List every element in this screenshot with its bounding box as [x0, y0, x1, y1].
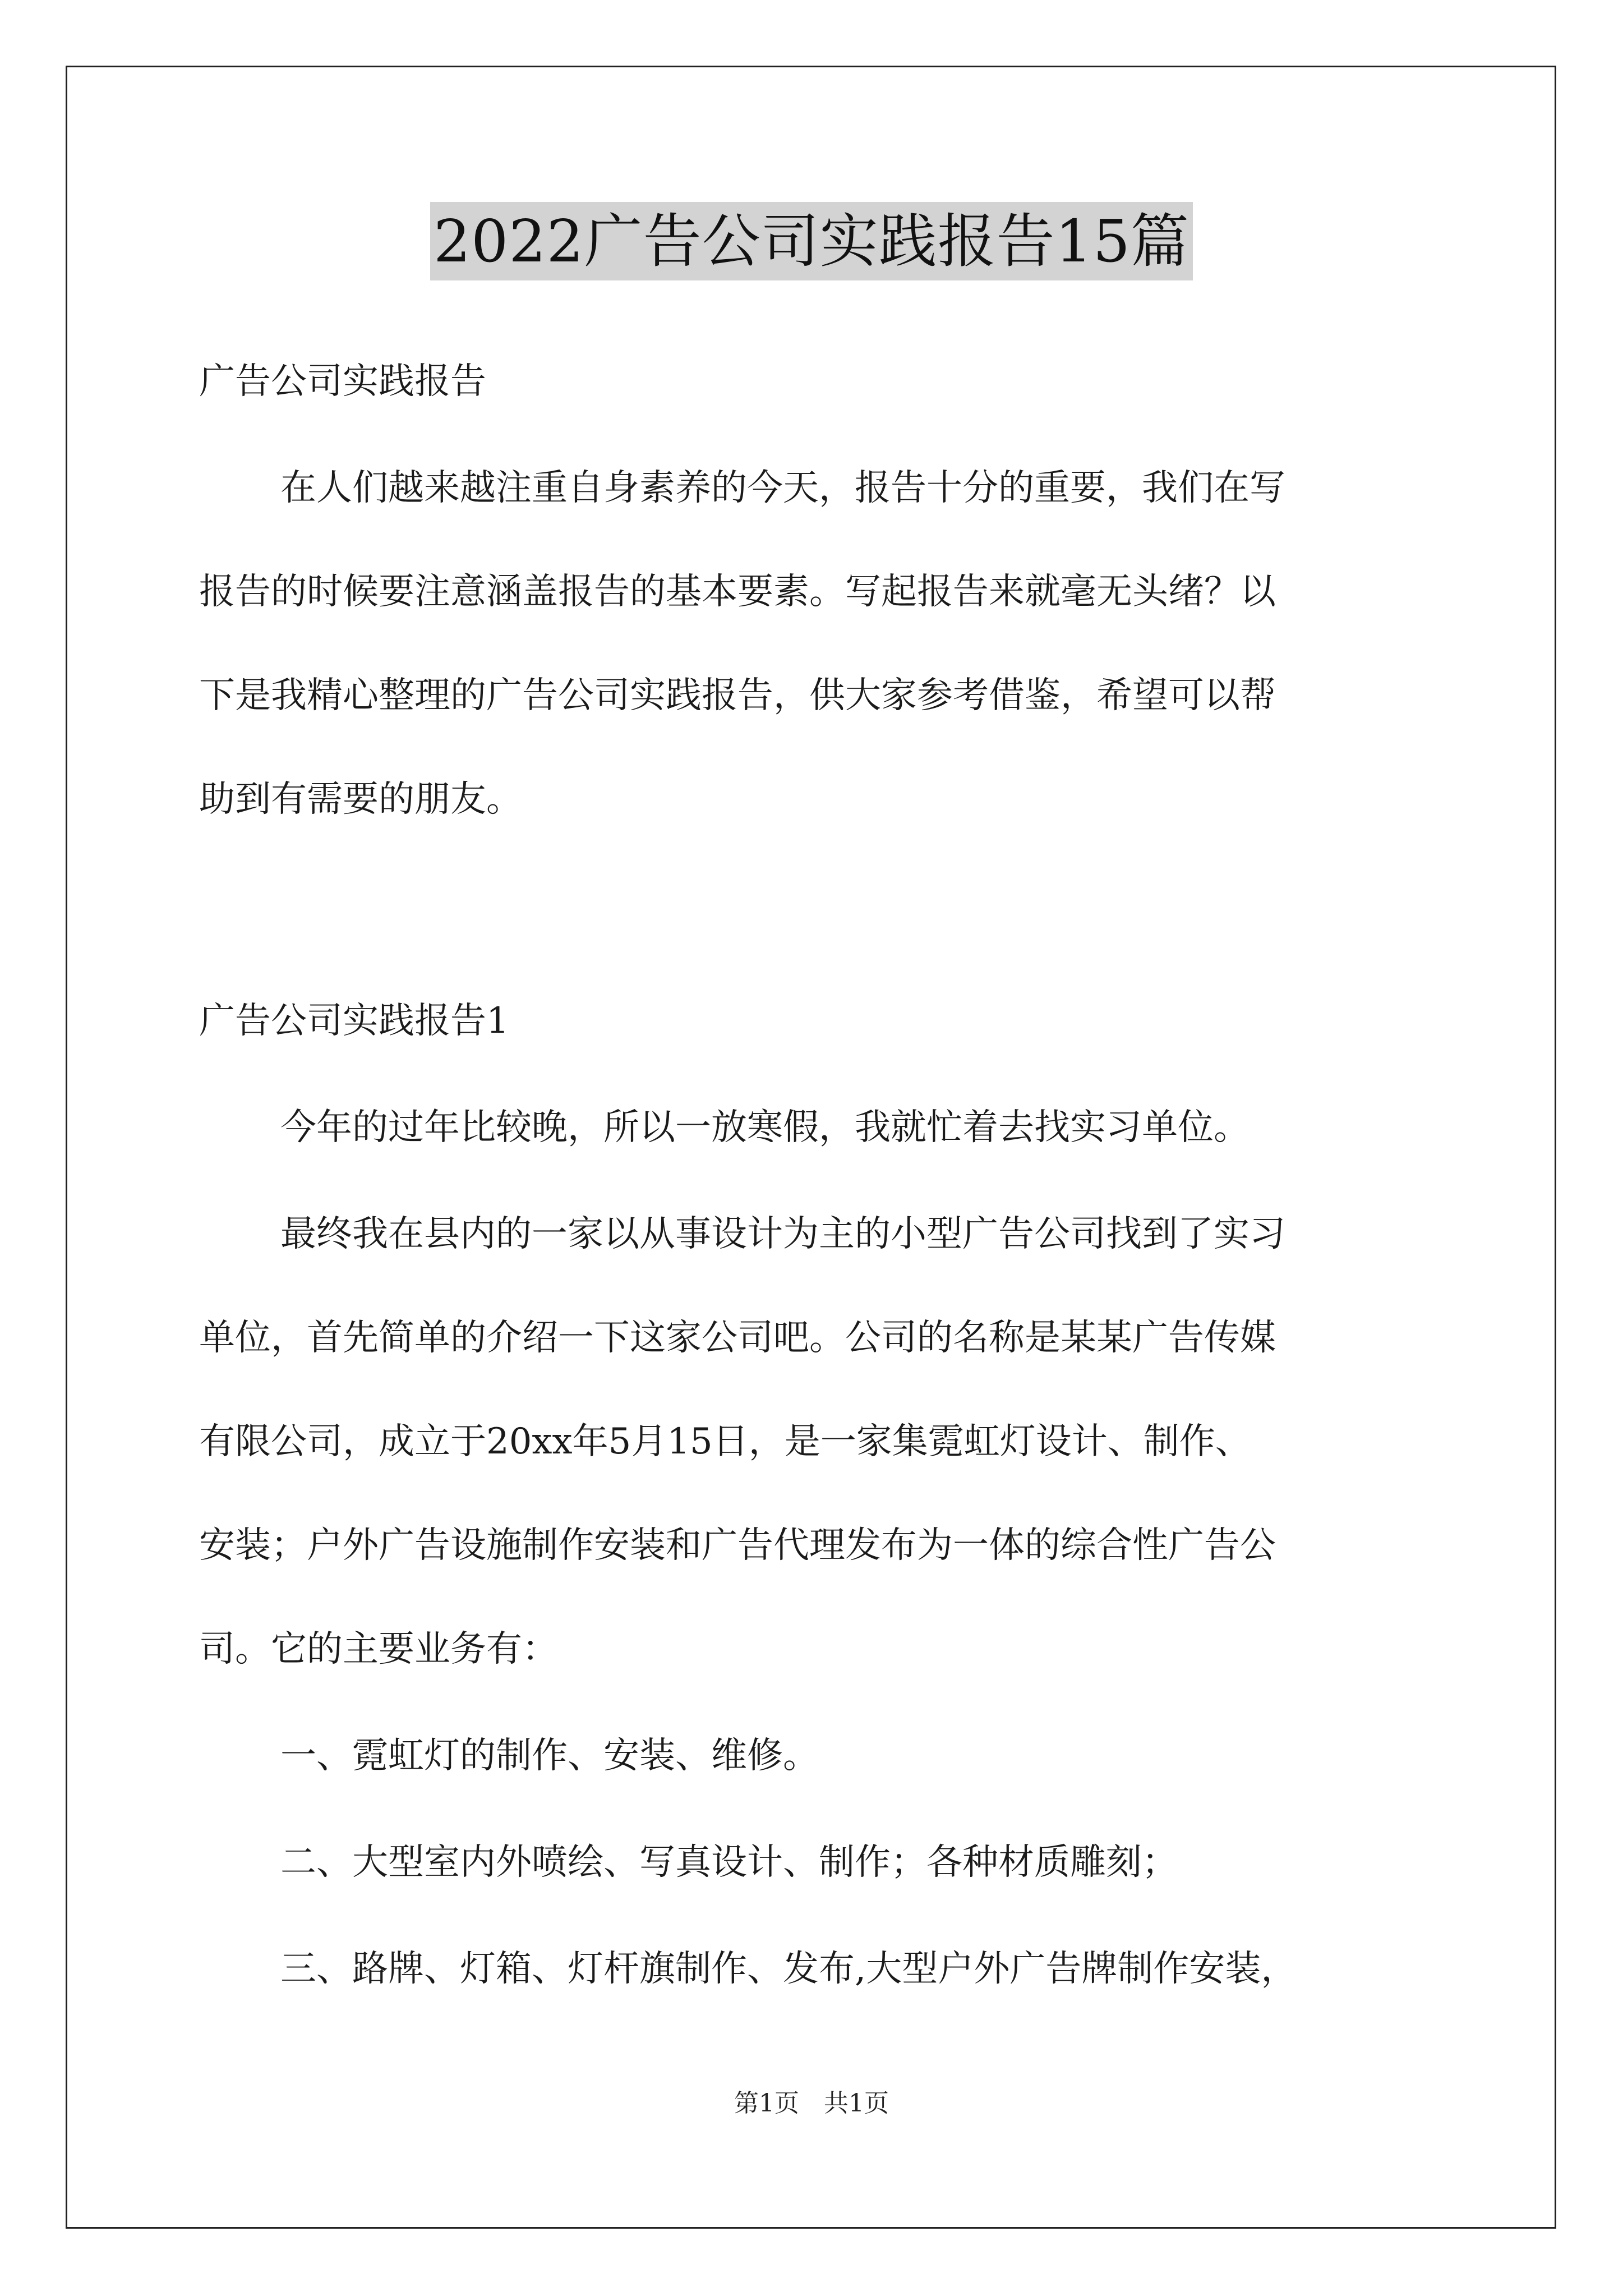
title-container: [0, 202, 1623, 280]
paragraph-line: 下是我精心整理的广告公司实践报告，供大家参考借鉴，希望可以帮: [199, 675, 1276, 716]
paragraph-line: 有限公司，成立于20xx年5月15日，是一家集霓虹灯设计、制作、: [199, 1421, 1251, 1462]
paragraph-line: 今年的过年比较晚，所以一放寒假，我就忙着去找实习单位。: [280, 1107, 1249, 1148]
paragraph-line: 最终我在县内的一家以从事设计为主的小型广告公司找到了实习: [280, 1213, 1285, 1255]
page-footer: 第1页 共1页: [734, 2089, 889, 2118]
list-item: 三、路牌、灯箱、灯杆旗制作、发布,大型户外广告牌制作安装，: [280, 1948, 1297, 1990]
paragraph-line: 在人们越来越注重自身素养的今天，报告十分的重要，我们在写: [280, 467, 1285, 509]
section-heading: 广告公司实践报告: [199, 361, 486, 402]
paragraph-line: 助到有需要的朋友。: [199, 779, 522, 820]
paragraph-line: 报告的时候要注意涵盖报告的基本要素。写起报告来就毫无头绪？以: [199, 571, 1276, 613]
paragraph-line: 司。它的主要业务有：: [199, 1628, 558, 1670]
paragraph-line: 单位，首先简单的介绍一下这家公司吧。公司的名称是某某广告传媒: [199, 1317, 1276, 1359]
list-item: 一、霓虹灯的制作、安装、维修。: [280, 1735, 819, 1777]
list-item: 二、大型室内外喷绘、写真设计、制作；各种材质雕刻；: [280, 1842, 1178, 1883]
document-title: 2022广告公司实践报告15篇: [430, 202, 1193, 280]
paragraph-line: 安装；户外广告设施制作安装和广告代理发布为一体的综合性广告公: [199, 1525, 1276, 1566]
section-heading: 广告公司实践报告1: [199, 1000, 509, 1042]
